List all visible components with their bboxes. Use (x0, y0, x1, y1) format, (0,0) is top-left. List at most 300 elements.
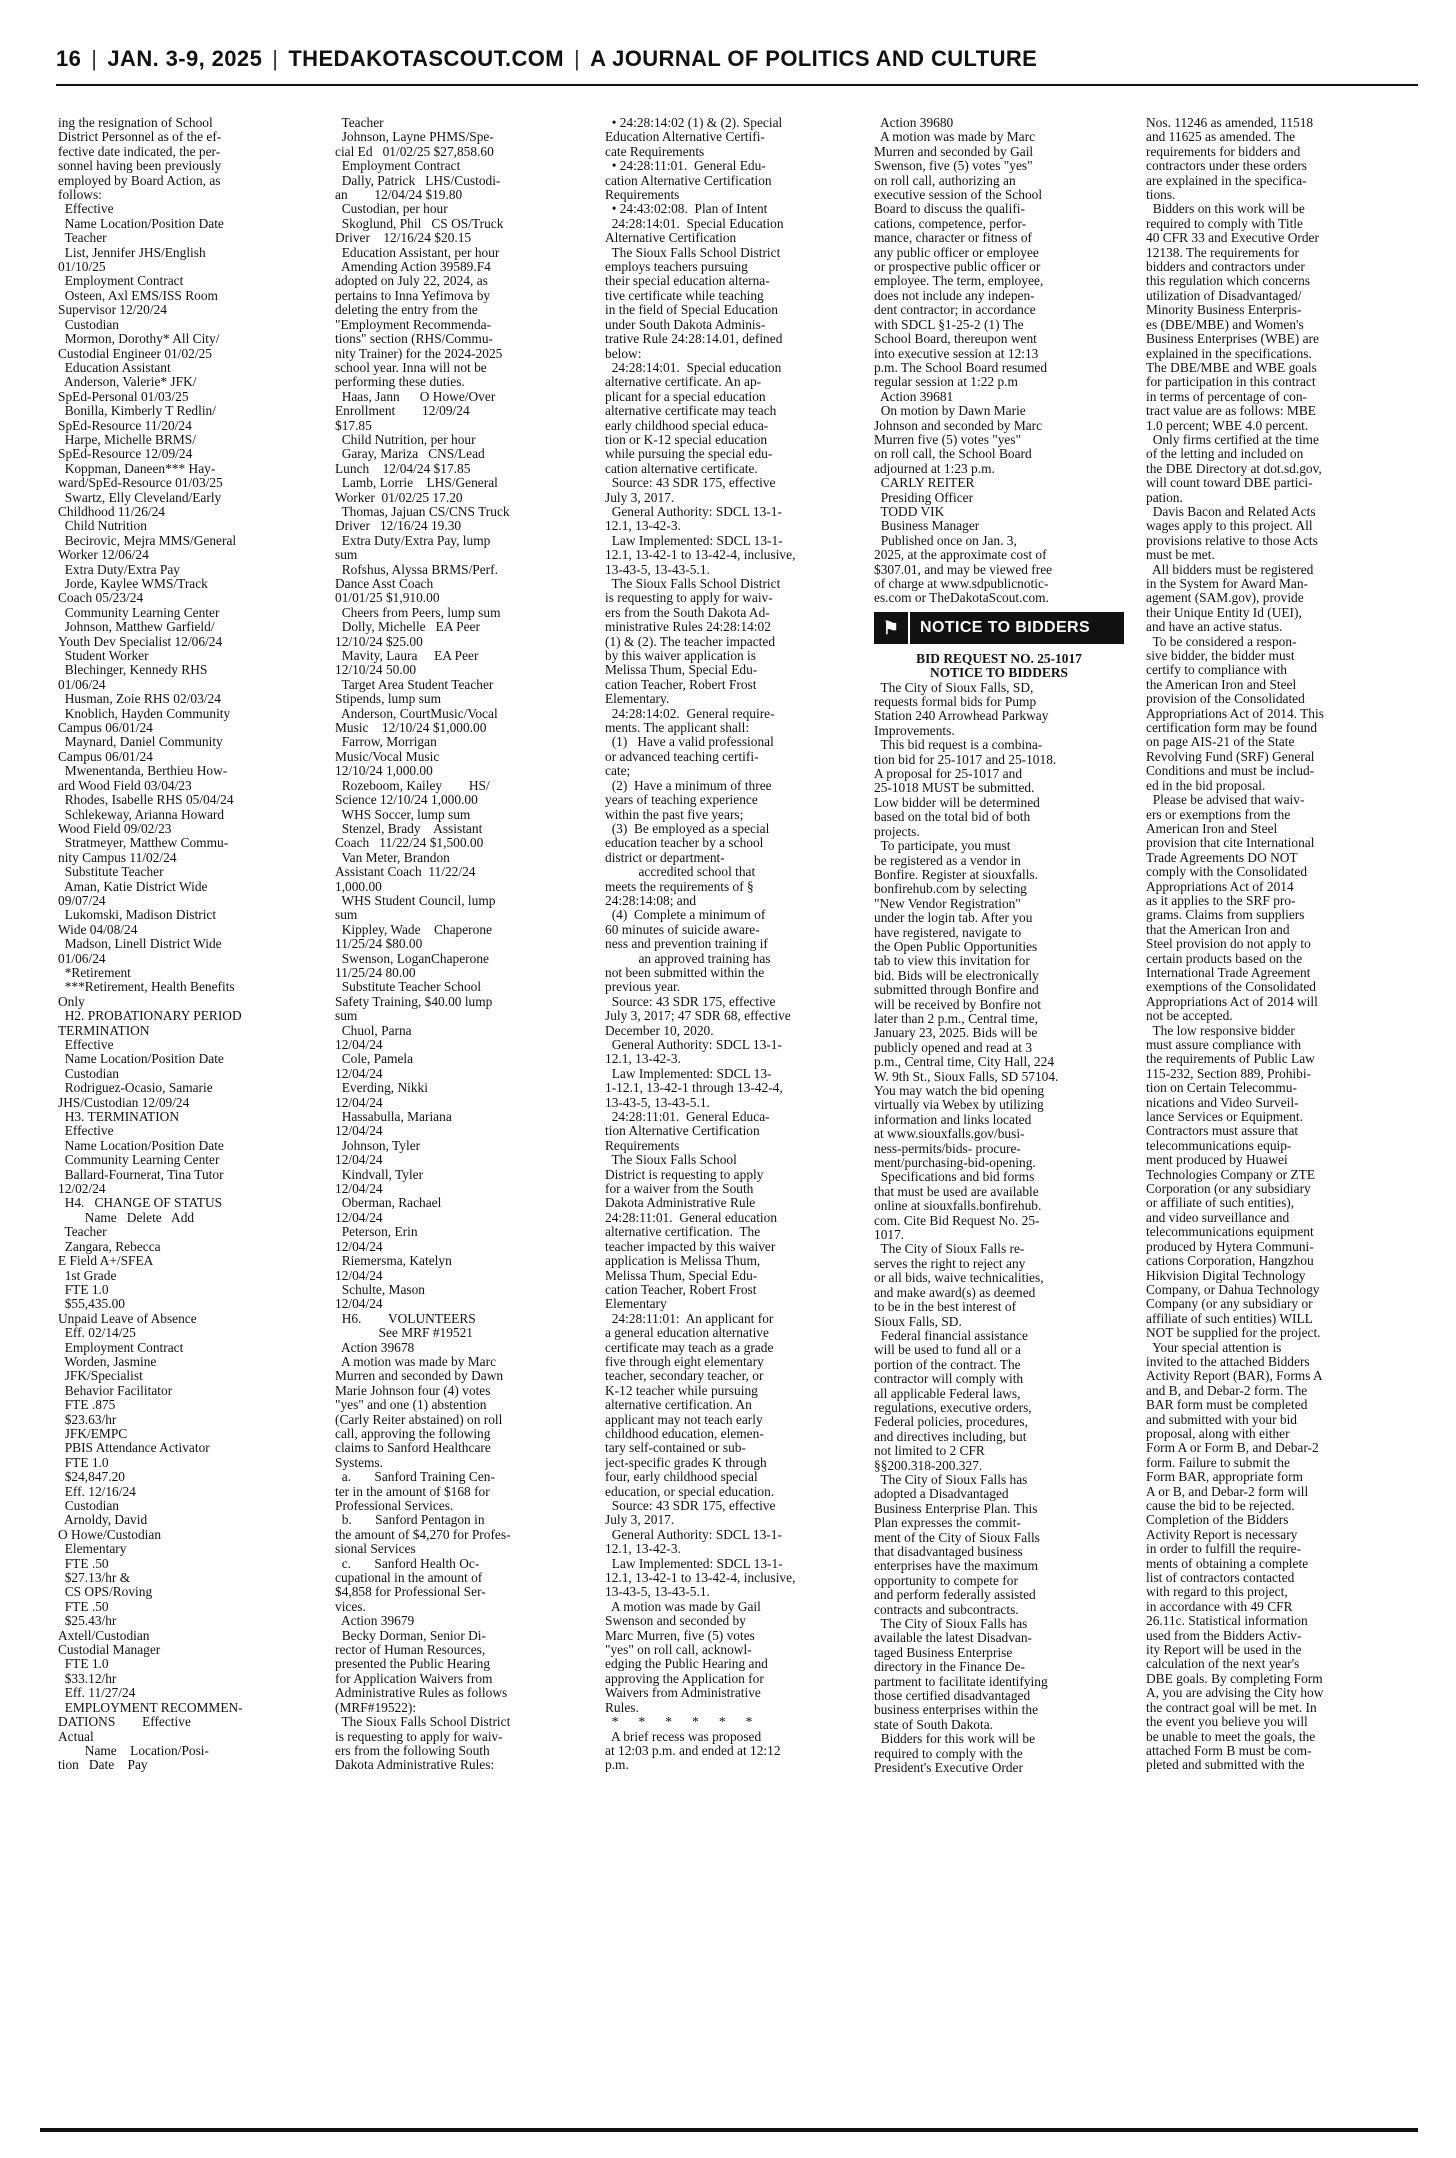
text-line: comply with the Consolidated (1146, 865, 1308, 880)
text-line: 12/10/24 50.00 (335, 663, 417, 678)
text-line: Dance Asst Coach (335, 577, 434, 591)
text-line: Elementary. (605, 692, 670, 707)
text-line: Stenzel, Brady Assistant (335, 821, 483, 836)
text-line: Music 12/10/24 $1,000.00 (335, 721, 487, 736)
text-line: in the System for Award Man- (1146, 577, 1309, 591)
text-line: ed in the bid proposal. (1146, 778, 1266, 793)
text-line: American Iron and Steel (1146, 821, 1278, 836)
text-line: The Sioux Falls School District (605, 577, 781, 591)
text-line: Hikvision Digital Technology (1146, 1268, 1306, 1283)
text-line: Custodian (58, 317, 120, 332)
text-line: alternative certificate. An ap- (605, 375, 762, 390)
text-line: Name Location/Position Date (58, 1052, 224, 1067)
text-line: 24:28:11:01. General education (605, 1210, 778, 1225)
text-line: Hassabulla, Mariana (335, 1110, 452, 1125)
text-line: ject-specific grades K through (605, 1455, 767, 1470)
text-line: Source: 43 SDR 175, effective (605, 476, 776, 491)
notice-to-bidders-banner (874, 612, 1124, 644)
text-line: A or B, and Debar-2 form will (1146, 1484, 1309, 1499)
text-line: Company (or any subsidiary or (1146, 1297, 1313, 1312)
text-line: (2) Have a minimum of three (605, 778, 772, 793)
text-line: Effective (58, 1038, 114, 1052)
text-line: 12/04/24 (335, 1210, 383, 1225)
text-line: those certified disadvantaged (874, 1689, 1031, 1704)
text-line: Eff. 12/16/24 (58, 1484, 136, 1499)
text-line: Garay, Mariza CNS/Lead (335, 447, 485, 462)
text-line: International Trade Agreement (1146, 965, 1311, 980)
footer-rule (40, 2128, 1418, 2132)
text-line: Driver 12/16/24 $20.15 (335, 231, 472, 246)
text-line: H3. TERMINATION (58, 1110, 180, 1125)
text-line: On motion by Dawn Marie (874, 404, 1026, 419)
text-line: c. Sanford Health Oc- (335, 1556, 480, 1571)
text-line: Johnson, Matthew Garfield/ (58, 620, 215, 635)
text-line: Knoblich, Hayden Community (58, 706, 231, 721)
text-line: Administrative Rules as follows (335, 1686, 508, 1701)
text-line: Child Nutrition, per hour (335, 432, 476, 447)
school-board-minutes-end (874, 116, 1124, 606)
text-line: Becirovic, Mejra MMS/General (58, 533, 237, 548)
text-line: fective date indicated, the per- (58, 144, 221, 159)
text-line: 12/02/24 (58, 1182, 106, 1197)
text-line: Eff. 02/14/25 (58, 1326, 136, 1341)
text-line: Custodial Engineer 01/02/25 (58, 346, 212, 361)
text-line: General Authority: SDCL 13-1- (605, 504, 782, 519)
text-line: a general education alternative (605, 1326, 769, 1341)
text-line: a. Sanford Training Cen- (335, 1470, 495, 1485)
text-line: Rozeboom, Kailey HS/ (335, 778, 490, 793)
text-line: The Sioux Falls School (605, 1153, 737, 1168)
text-line: Bonfire. Register at siouxfalls. (874, 867, 1039, 882)
text-line: December 10, 2020. (605, 1023, 714, 1038)
text-line: 1.0 percent; WBE 4.0 percent. (1146, 418, 1309, 433)
text-line: cations Corporation, Hangzhou (1146, 1254, 1314, 1269)
text-line: Music/Vocal Music (335, 749, 440, 764)
text-line: exemptions of the Consolidated (1146, 980, 1316, 995)
text-line: This bid request is a combina- (874, 738, 1043, 753)
text-line: ment produced by Huawei (1146, 1153, 1288, 1168)
text-line: ers from the following South (335, 1743, 490, 1758)
text-line: Student Worker (58, 649, 149, 664)
text-line: p.m. The School Board resumed (874, 360, 1048, 375)
text-line: and make award(s) as deemed (874, 1285, 1036, 1300)
text-column-2 (335, 116, 585, 2126)
text-line: an 12/04/24 $19.80 (335, 188, 463, 203)
text-line: 40 CFR 33 and Executive Order (1146, 231, 1319, 246)
text-line: Assistant Coach 11/22/24 (335, 865, 476, 880)
text-line: Melissa Thum, Special Edu- (605, 663, 758, 678)
text-line: Employment Contract (58, 1340, 184, 1355)
text-line: (1) Have a valid professional (605, 735, 774, 750)
text-line: Waivers from Administrative (605, 1686, 761, 1701)
text-line: pertains to Inna Yefimova by (335, 288, 491, 303)
text-line: Activity Report is necessary (1146, 1527, 1298, 1542)
text-line: cate Requirements (605, 144, 705, 159)
text-line: Custodian (58, 1499, 120, 1513)
text-line: tion Alternative Certification (605, 1124, 760, 1139)
text-line: July 3, 2017. (605, 1513, 675, 1528)
text-line: Davis Bacon and Related Acts (1146, 504, 1316, 519)
text-line: 12.1, 13-42-3. (605, 1542, 681, 1557)
text-line: portion of the contract. The (874, 1357, 1021, 1372)
text-line: Federal policies, procedures, (874, 1415, 1028, 1430)
issue-date: JAN. 3-9, 2025 (107, 46, 263, 71)
text-line: will count toward DBE partici- (1146, 476, 1313, 491)
text-line: will be received by Bonfire not (874, 997, 1041, 1012)
text-line: in terms of percentage of con- (1146, 389, 1307, 404)
text-line: 25-1018 MUST be submitted. (874, 781, 1035, 796)
text-line: Dally, Patrick LHS/Custodi- (335, 173, 501, 188)
text-line: employed by Board Action, as (58, 173, 221, 188)
text-line: All bidders must be registered (1146, 562, 1314, 577)
text-line: es (DBE/MBE) and Women's (1146, 317, 1304, 332)
text-line: with regard to this project, (1146, 1585, 1288, 1600)
text-line: tions. (1146, 188, 1176, 203)
text-line: ard Wood Field 03/04/23 (58, 778, 192, 793)
text-line: four, early childhood special (605, 1470, 758, 1485)
text-line: Unpaid Leave of Absence (58, 1311, 197, 1326)
text-line: partment to facilitate identifying (874, 1674, 1048, 1689)
text-line: EMPLOYMENT RECOMMEN- (58, 1700, 243, 1715)
text-line: provision that cite International (1146, 836, 1315, 851)
text-line: Husman, Zoie RHS 02/03/24 (58, 692, 221, 707)
text-line: call, approving the following (335, 1426, 491, 1441)
text-line: not limited to 2 CFR (874, 1444, 985, 1459)
text-line: ments of obtaining a complete (1146, 1556, 1309, 1571)
text-line: virtually via Webex by utilizing (874, 1098, 1044, 1113)
text-line: Everding, Nikki (335, 1081, 428, 1096)
text-line: Nos. 11246 as amended, 11518 (1146, 116, 1314, 130)
text-line: 26.11c. Statistical information (1146, 1614, 1308, 1629)
text-line: ment of the City of Sioux Falls (874, 1530, 1040, 1545)
text-line: Dakota Administrative Rule (605, 1196, 756, 1211)
text-line: W. 9th St., Sioux Falls, SD 57104. (874, 1069, 1059, 1084)
text-line: "yes" and one (1) abstention (335, 1398, 487, 1413)
text-line: ter in the amount of $168 for (335, 1484, 490, 1499)
text-line: 115-232, Section 889, Prohibi- (1146, 1066, 1312, 1081)
text-line: follows: (58, 188, 102, 203)
text-line: Axtell/Custodian (58, 1628, 150, 1643)
text-line: 12/04/24 (335, 1124, 383, 1139)
text-line: for Application Waivers from (335, 1671, 493, 1686)
text-line: trative Rule 24:28:14.01, defined (605, 332, 783, 347)
text-line: Eff. 11/27/24 (58, 1686, 136, 1701)
text-line: online at siouxfalls.bonfirehub. (874, 1199, 1042, 1214)
text-line: Maynard, Daniel Community (58, 735, 223, 750)
text-line: this regulation which concerns (1146, 274, 1310, 289)
text-line: Alternative Certification (605, 231, 737, 246)
text-line: used from the Bidders Activ- (1146, 1628, 1302, 1643)
text-line: Johnson and seconded by Marc (874, 418, 1043, 433)
text-column-4 (874, 116, 1124, 2126)
text-line: ***Retirement, Health Benefits (58, 980, 235, 995)
text-line: Jorde, Kaylee WMS/Track (58, 577, 208, 591)
text-line: Coach 05/23/24 (58, 591, 144, 606)
text-line: ness and prevention training if (605, 937, 768, 952)
text-line: information and links located (874, 1112, 1032, 1127)
text-column-5 (1146, 116, 1408, 2126)
text-line: Campus 06/01/24 (58, 721, 153, 736)
text-line: wages apply to this project. All (1146, 519, 1313, 534)
text-column-3 (605, 116, 855, 2126)
text-line: Specifications and bid forms (874, 1170, 1035, 1185)
text-line: es.com or TheDakotaScout.com. (874, 591, 1049, 606)
text-line: To participate, you must (874, 839, 1011, 854)
text-line: in accordance with 49 CFR (1146, 1599, 1293, 1614)
text-line: $4,858 for Professional Ser- (335, 1585, 486, 1600)
text-line: Science 12/10/24 1,000.00 (335, 793, 478, 808)
text-line: $27.13/hr & (58, 1571, 131, 1586)
text-line: You may watch the bid opening (874, 1084, 1045, 1098)
text-line: grams. Claims from suppliers (1146, 908, 1305, 923)
text-line: employee. The term, employee, (874, 274, 1044, 289)
header-rule (56, 84, 1418, 86)
text-line: • 24:28:11:01. General Edu- (605, 159, 766, 174)
text-line: 13-43-5, 13-43-5.1. (605, 1095, 710, 1110)
text-line: TODD VIK (874, 504, 945, 519)
text-line: any public officer or employee (874, 245, 1039, 260)
text-line: President's Executive Order (874, 1761, 1023, 1776)
text-line: with SDCL §1-25-2 (1) The (874, 317, 1024, 332)
text-line: §§200.318-200.327. (874, 1458, 983, 1473)
text-line: and 11625 as amended. The (1146, 130, 1296, 145)
text-line: 24:28:11:01: An applicant for (605, 1311, 774, 1326)
text-line: required to comply with the (874, 1746, 1023, 1761)
text-line: alternative certification. The (605, 1225, 761, 1240)
text-line: that must be used are available (874, 1184, 1039, 1199)
text-line: Trade Agreements DO NOT (1146, 850, 1298, 865)
text-line: Coach 11/22/24 $1,500.00 (335, 836, 484, 851)
text-line: (MRF#19522): (335, 1700, 417, 1715)
text-line: 01/10/25 (58, 260, 106, 275)
text-line: Name Delete Add (58, 1210, 195, 1225)
text-line: Campus 06/01/24 (58, 749, 153, 764)
text-line: Law Implemented: SDCL 13-1- (605, 1556, 783, 1571)
text-line: Anderson, CourtMusic/Vocal (335, 706, 498, 721)
text-line: tion on Certain Telecommu- (1146, 1081, 1297, 1096)
text-line: Steel provision do not apply to (1146, 937, 1311, 952)
text-line: list of contractors contacted (1146, 1571, 1295, 1586)
text-line: July 3, 2017; 47 SDR 68, effective (605, 1009, 791, 1024)
text-line: as it applies to the SRF pro- (1146, 893, 1296, 908)
text-line: Appropriations Act of 2014 will (1146, 994, 1318, 1009)
text-line: mance, character or fitness of (874, 231, 1033, 246)
text-line: Peterson, Erin (335, 1225, 418, 1240)
text-line: Systems. (335, 1455, 383, 1470)
text-line: School Board, thereupon went (874, 332, 1037, 347)
text-line: alternative certificate may teach (605, 404, 777, 419)
text-line: Teacher (58, 231, 107, 246)
text-line: 12/10/24 $25.00 (335, 634, 423, 649)
text-line: performing these duties. (335, 375, 465, 390)
text-line: H6. VOLUNTEERS (335, 1311, 476, 1326)
header-separator: | (91, 46, 98, 71)
text-line: JFK/Specialist (58, 1369, 143, 1384)
text-line: telecommunications equip- (1146, 1138, 1292, 1153)
text-line: edging the Public Hearing and (605, 1657, 768, 1672)
text-line: adopted on July 22, 2024, as (335, 274, 488, 289)
text-line: Van Meter, Brandon (335, 850, 450, 865)
text-line: Enrollment 12/09/24 (335, 404, 470, 419)
text-line: bonfirehub.com by selecting (874, 882, 1027, 897)
text-line: General Authority: SDCL 13-1- (605, 1527, 782, 1542)
text-line: utilization of Disadvantaged/ (1146, 288, 1302, 303)
text-line: 01/06/24 (58, 951, 106, 966)
text-line: • 24:28:14:02 (1) & (2). Special (605, 116, 783, 130)
text-line: H4. CHANGE OF STATUS (58, 1196, 223, 1211)
text-line: 2025, at the approximate cost of (874, 548, 1047, 563)
text-line: Elementary (605, 1297, 667, 1312)
text-line: dent contractor; in accordance (874, 303, 1036, 318)
text-line: business enterprises within the (874, 1703, 1039, 1718)
text-line: *Retirement (58, 965, 131, 980)
text-line: Melissa Thum, Special Edu- (605, 1268, 758, 1283)
text-line: The City of Sioux Falls has (874, 1617, 1028, 1632)
text-column-1 (58, 116, 308, 2126)
text-line: Law Implemented: SDCL 13- (605, 1066, 772, 1081)
text-line: ity Report will be used in the (1146, 1643, 1302, 1658)
text-line: Business Enterprises (WBE) are (1146, 332, 1319, 347)
text-line: directory in the Finance De- (874, 1660, 1025, 1675)
text-line: Federal financial assistance (874, 1328, 1028, 1343)
text-line: Action 39678 (335, 1340, 415, 1355)
text-line: school year. Inna will not be (335, 360, 487, 375)
text-line: WHS Soccer, lump sum (335, 807, 471, 822)
text-line: and perform federally assisted (874, 1588, 1036, 1603)
text-line: See MRF #19521 (335, 1326, 474, 1341)
text-line: submitted through Bonfire and (874, 983, 1039, 998)
text-line: Name Location/Position Date (58, 216, 224, 231)
text-line: Murren and seconded by Dawn (335, 1369, 504, 1384)
text-line: by this waiver application is (605, 649, 756, 664)
text-line: Johnson, Tyler (335, 1138, 421, 1153)
text-line: Education Assistant (58, 360, 171, 375)
text-line: Name Location/Position Date (58, 1138, 224, 1153)
text-line: January 23, 2025. Bids will be (874, 1026, 1038, 1041)
text-line: tary self-contained or sub- (605, 1441, 746, 1456)
text-line: The City of Sioux Falls, SD, (874, 680, 1034, 695)
text-line: Wide 04/08/24 (58, 922, 138, 937)
text-line: Arnoldy, David (58, 1513, 148, 1528)
text-line: Mormon, Dorothy* All City/ (58, 332, 220, 347)
text-line: Plan expresses the commit- (874, 1516, 1021, 1531)
text-line: requirements for bidders and (1146, 144, 1301, 159)
text-line: projects. (874, 824, 920, 839)
text-line: Form A or Form B, and Debar-2 (1146, 1441, 1319, 1456)
text-line: Johnson, Layne PHMS/Spe- (335, 130, 494, 145)
text-line: ers from the South Dakota Ad- (605, 605, 770, 620)
text-line: Business Manager (874, 519, 980, 534)
text-line: Custodian (58, 1066, 120, 1081)
text-line: requests formal bids for Pump (874, 695, 1037, 710)
text-line: 1017. (874, 1228, 905, 1243)
text-line: Dakota Administrative Rules: (335, 1758, 495, 1773)
text-line: or all bids, waive technicalities, (874, 1271, 1044, 1286)
text-line: meets the requirements of § (605, 879, 754, 894)
text-line: Swenson and seconded by (605, 1614, 746, 1629)
bid-request-title: BID REQUEST NO. 25-1017 (916, 650, 1082, 666)
text-line: Rules. (605, 1700, 639, 1715)
text-line: teacher, secondary teacher, or (605, 1369, 764, 1384)
text-line: accredited school that (605, 865, 756, 880)
text-line: JHS/Custodian 12/09/24 (58, 1095, 190, 1110)
text-line: calculation of the next year's (1146, 1657, 1300, 1672)
text-line: Harpe, Michelle BRMS/ (58, 432, 196, 447)
text-line: Station 240 Arrowhead Parkway (874, 709, 1049, 724)
text-line: adopted a Disadvantaged (874, 1487, 1009, 1502)
text-line: 11/25/24 $80.00 (335, 937, 423, 952)
text-line: sive bidder, the bidder must (1146, 649, 1295, 664)
text-line: Action 39681 (874, 389, 954, 404)
text-line: 13-43-5, 13-43-5.1. (605, 562, 710, 577)
text-line: Dolly, Michelle EA Peer (335, 620, 480, 635)
text-line: is requesting to apply for waiv- (335, 1729, 503, 1744)
text-line: 11/25/24 80.00 (335, 965, 416, 980)
text-line: teacher impacted by this waiver (605, 1239, 776, 1254)
text-line: Becky Dorman, Senior Di- (335, 1628, 486, 1643)
text-line: 12/04/24 (335, 1239, 383, 1254)
text-line: rector of Human Resources, (335, 1643, 486, 1658)
text-line: Kippley, Wade Chaperone (335, 922, 492, 937)
text-line: at www.siouxfalls.gov/busi- (874, 1127, 1025, 1142)
text-line: 24:28:14:01. Special Education (605, 216, 784, 231)
text-line: Appropriations Act of 2014 (1146, 879, 1294, 894)
text-line: regulations, executive orders, (874, 1400, 1032, 1415)
text-line: adjourned at 1:23 p.m. (874, 461, 995, 476)
text-line: and B, and Debar-2 form. The (1146, 1383, 1308, 1398)
text-line: H2. PROBATIONARY PERIOD (58, 1009, 242, 1024)
text-line: the Open Public Opportunities (874, 939, 1038, 954)
text-line: the requirements of Public Law (1146, 1052, 1315, 1067)
text-line: Source: 43 SDR 175, effective (605, 994, 776, 1009)
text-line: p.m. (605, 1758, 629, 1773)
text-line: serves the right to reject any (874, 1256, 1026, 1271)
text-line: Schulte, Mason (335, 1282, 426, 1297)
text-line: Rodriguez-Ocasio, Samarie (58, 1081, 213, 1096)
text-line: later than 2 p.m., Central time, (874, 1011, 1038, 1026)
text-line: $55,435.00 (58, 1297, 125, 1312)
text-line: 1,000.00 (335, 879, 382, 894)
text-line: Driver 12/16/24 19.30 (335, 519, 462, 534)
text-line: an approved training has (605, 951, 771, 966)
text-line: cial Ed 01/02/25 $27,858.60 (335, 144, 494, 159)
text-line: Community Learning Center (58, 605, 220, 620)
text-line: and directives including, but (874, 1429, 1027, 1444)
text-line: Corporation (or any subsidiary (1146, 1182, 1311, 1197)
text-line: be registered as a vendor in (874, 853, 1021, 868)
text-line: Education Alternative Certifi- (605, 130, 765, 145)
tagline: A JOURNAL OF POLITICS AND CULTURE (590, 46, 1038, 71)
text-line: pation. (1146, 490, 1183, 505)
text-line: 12/04/24 (335, 1095, 383, 1110)
text-line: of the letting and included on (1146, 447, 1304, 462)
text-line: Improvements. (874, 723, 955, 738)
text-line: cation Teacher, Robert Frost (605, 677, 757, 692)
text-line: tab to view this invitation for (874, 954, 1030, 969)
text-line: Sioux Falls, SD. (874, 1314, 962, 1329)
text-line: Aman, Katie District Wide (58, 879, 208, 894)
text-line: opportunity to compete for (874, 1573, 1018, 1588)
text-line: FTE 1.0 (58, 1455, 109, 1470)
text-line: taged Business Enterprise (874, 1645, 1013, 1660)
text-line: Activity Report (BAR), Forms A (1146, 1369, 1323, 1384)
text-line: Completion of the Bidders (1146, 1513, 1289, 1528)
text-line: FTE 1.0 (58, 1657, 109, 1672)
text-line: Anderson, Valerie* JFK/ (58, 375, 197, 390)
text-line: Teacher (58, 1225, 107, 1240)
text-line: not been submitted within the (605, 965, 765, 980)
text-line: 13-43-5, 13-43-5.1. (605, 1585, 710, 1600)
